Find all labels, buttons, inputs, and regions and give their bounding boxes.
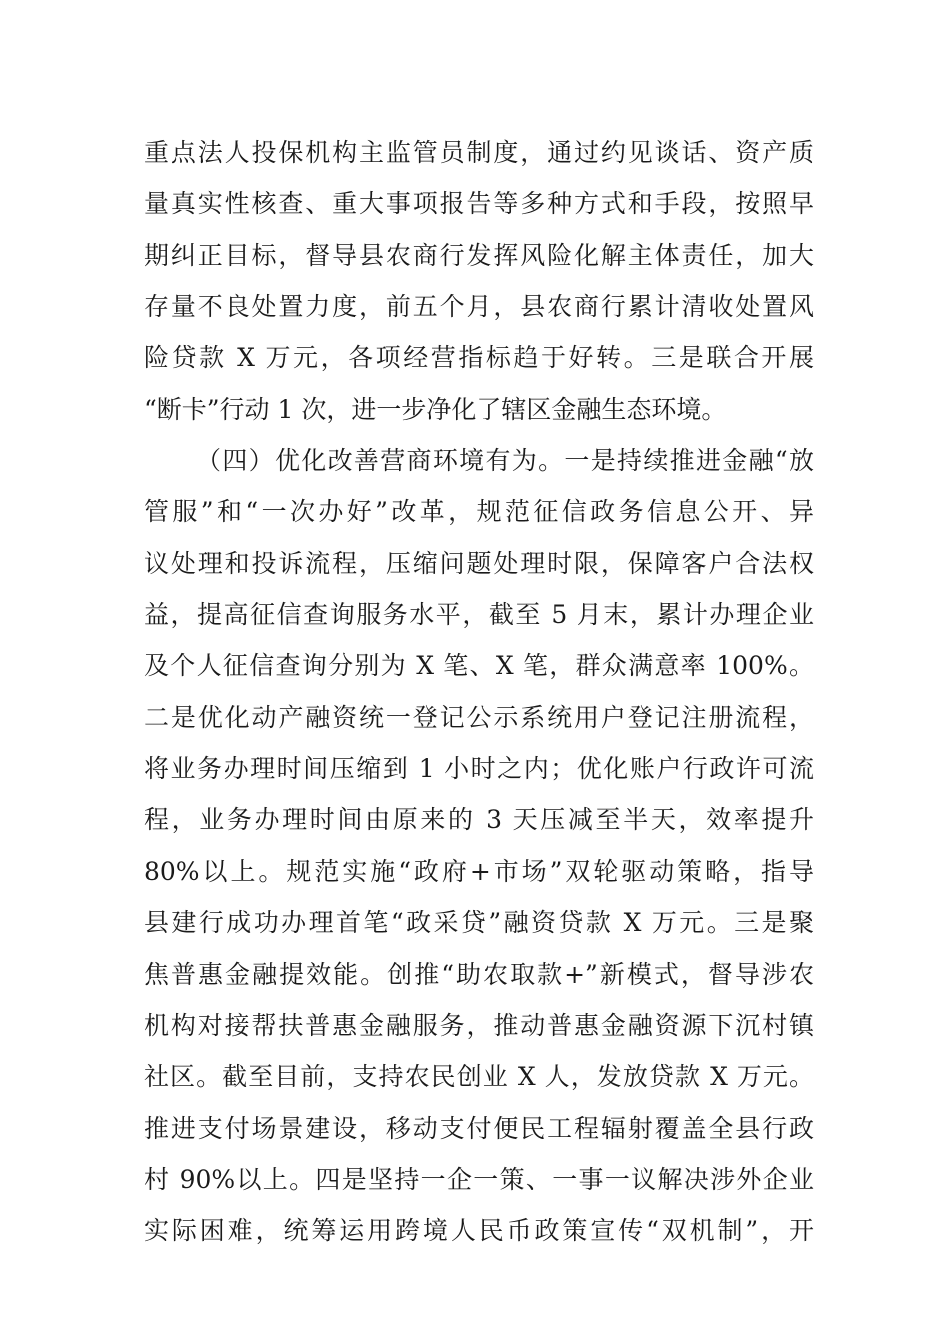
text-line: 80%以上。规范实施“政府+市场”双轮驱动策略，指导: [144, 856, 814, 886]
text-line: 重点法人投保机构主监管员制度，通过约见谈话、资产质: [144, 138, 814, 167]
text-line: 存量不良处置力度，前五个月，县农商行累计清收处置风: [144, 292, 814, 322]
body-text: [144, 127, 814, 1257]
text-line: 及个人征信查询分别为 X 笔、X 笔，群众满意率 100%。: [144, 651, 814, 681]
text-line: “断卡”行动 1 次，进一步净化了辖区金融生态环境。: [144, 394, 727, 424]
text-line: 社区。截至目前，支持农民创业 X 人，发放贷款 X 万元。: [144, 1062, 814, 1092]
text-line: 焦普惠金融提效能。创推“助农取款+”新模式，督导涉农: [144, 959, 814, 989]
text-line: 期纠正目标，督导县农商行发挥风险化解主体责任，加大: [144, 240, 814, 270]
text-line: 二是优化动产融资统一登记公示系统用户登记注册流程，: [144, 702, 814, 732]
section-heading-line: （四）优化改善营商环境有为。一是持续推进金融“放: [196, 446, 814, 476]
text-line: 险贷款 X 万元，各项经营指标趋于好转。三是联合开展: [144, 343, 814, 373]
text-line: 村 90%以上。四是坚持一企一策、一事一议解决涉外企业: [144, 1164, 814, 1194]
text-line: 量真实性核查、重大事项报告等多种方式和手段，按照早: [144, 189, 814, 219]
text-line: 益，提高征信查询服务水平，截至 5 月末，累计办理企业: [144, 600, 814, 630]
text-line: 机构对接帮扶普惠金融服务，推动普惠金融资源下沉村镇: [144, 1010, 814, 1040]
text-line: 管服”和“一次办好”改革，规范征信政务信息公开、异: [144, 497, 814, 527]
text-line: 将业务办理时间压缩到 1 小时之内；优化账户行政许可流: [144, 754, 814, 784]
text-line: 程，业务办理时间由原来的 3 天压减至半天，效率提升: [144, 805, 814, 835]
text-line: 议处理和投诉流程，压缩问题处理时限，保障客户合法权: [144, 548, 814, 578]
text-line: 县建行成功办理首笔“政采贷”融资贷款 X 万元。三是聚: [144, 908, 814, 938]
text-line: 实际困难，统筹运用跨境人民币政策宣传“双机制”，开: [144, 1216, 814, 1246]
text-line: 推进支付场景建设，移动支付便民工程辐射覆盖全县行政: [144, 1113, 814, 1143]
